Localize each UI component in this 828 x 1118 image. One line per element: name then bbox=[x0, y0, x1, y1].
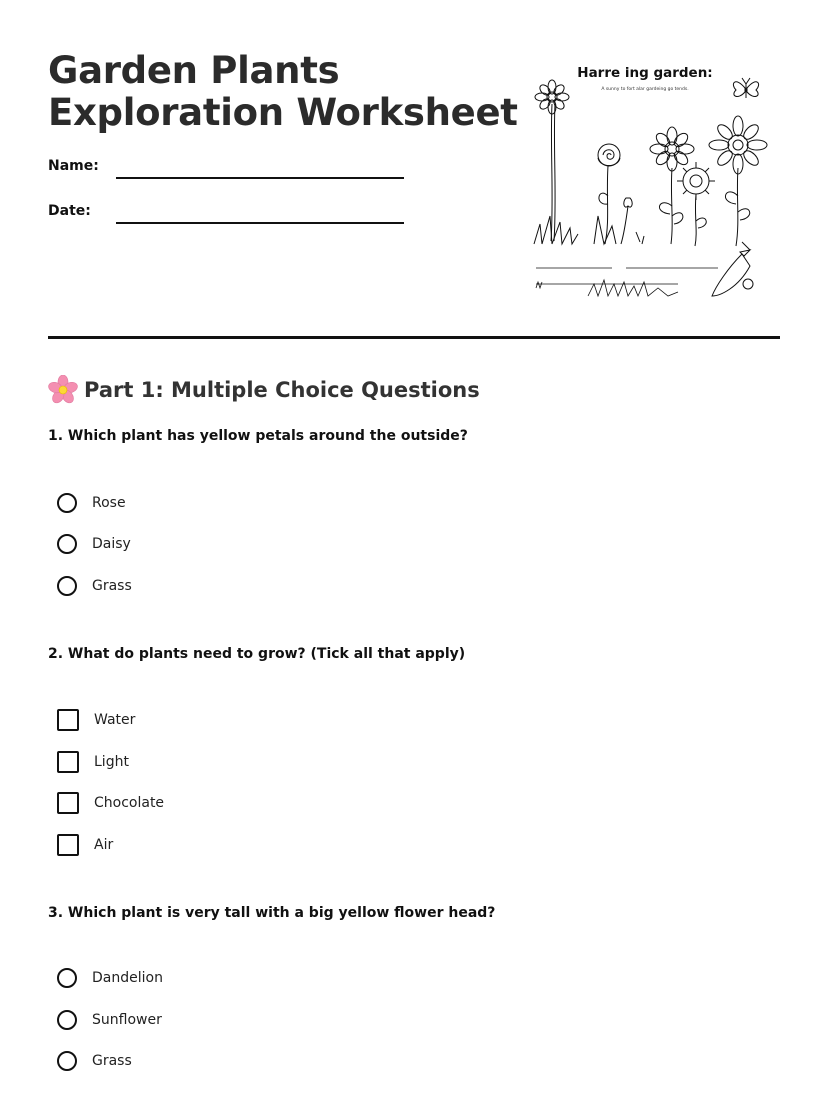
option-air[interactable] bbox=[57, 833, 113, 857]
flower-icon bbox=[650, 127, 694, 244]
part1-heading bbox=[48, 374, 480, 406]
ground-lines bbox=[536, 268, 718, 296]
option-sunflower[interactable] bbox=[57, 1008, 162, 1032]
option-grass[interactable] bbox=[57, 574, 132, 598]
daisy-flower-icon bbox=[535, 80, 569, 241]
bud-icon bbox=[621, 198, 644, 244]
checkbox[interactable] bbox=[57, 751, 79, 773]
date-field[interactable] bbox=[48, 203, 408, 227]
option-label: Air bbox=[94, 837, 114, 853]
option-grass-2[interactable] bbox=[57, 1049, 132, 1073]
option-dandelion[interactable] bbox=[57, 966, 163, 990]
option-label: Light bbox=[94, 754, 129, 770]
date-line[interactable] bbox=[116, 222, 404, 224]
radio-button[interactable] bbox=[57, 1010, 77, 1030]
option-daisy[interactable] bbox=[57, 532, 131, 556]
option-label: Chocolate bbox=[94, 795, 165, 811]
butterfly-icon bbox=[733, 78, 758, 98]
option-label: Dandelion bbox=[92, 970, 163, 986]
question-2: 2. What do plants need to grow? (Tick all that apply) bbox=[48, 646, 466, 662]
option-label: Daisy bbox=[92, 536, 131, 552]
sunflower-icon bbox=[709, 116, 767, 246]
title-line-1: Garden Plants bbox=[48, 49, 340, 92]
option-label: Rose bbox=[92, 495, 126, 511]
option-label: Grass bbox=[92, 1053, 132, 1069]
checkbox[interactable] bbox=[57, 709, 79, 731]
illustration-subheading: A sunny to fort alar gardeing go tends. bbox=[601, 87, 689, 92]
radio-button[interactable] bbox=[57, 576, 77, 596]
grass-tuft-icon bbox=[534, 216, 578, 244]
rose-flower-icon bbox=[594, 144, 620, 244]
option-light[interactable] bbox=[57, 750, 129, 774]
option-rose[interactable] bbox=[57, 491, 126, 515]
part1-heading-text: Part 1: Multiple Choice Questions bbox=[84, 378, 480, 402]
option-chocolate[interactable] bbox=[57, 791, 164, 815]
radio-button[interactable] bbox=[57, 1051, 77, 1071]
title-line-2: Exploration Worksheet bbox=[48, 91, 518, 134]
question-3: 3. Which plant is very tall with a big yellow flower head? bbox=[48, 905, 496, 921]
section-divider bbox=[48, 336, 780, 339]
checkbox[interactable] bbox=[57, 834, 79, 856]
garden-illustration bbox=[528, 56, 768, 304]
option-label: Sunflower bbox=[92, 1012, 162, 1028]
worksheet-title bbox=[48, 50, 518, 134]
small-sunflower-icon bbox=[677, 162, 715, 246]
name-label: Name: bbox=[48, 158, 99, 174]
trowel-icon bbox=[712, 242, 753, 296]
date-label: Date: bbox=[48, 203, 91, 219]
pink-flower-icon bbox=[48, 375, 78, 405]
option-label: Water bbox=[94, 712, 136, 728]
radio-button[interactable] bbox=[57, 493, 77, 513]
name-field[interactable] bbox=[48, 158, 408, 182]
radio-button[interactable] bbox=[57, 968, 77, 988]
illustration-heading: Harre ing garden: bbox=[577, 65, 713, 81]
radio-button[interactable] bbox=[57, 534, 77, 554]
option-water[interactable] bbox=[57, 708, 135, 732]
checkbox[interactable] bbox=[57, 792, 79, 814]
option-label: Grass bbox=[92, 578, 132, 594]
name-line[interactable] bbox=[116, 177, 404, 179]
question-1: 1. Which plant has yellow petals around the outside? bbox=[48, 428, 468, 444]
